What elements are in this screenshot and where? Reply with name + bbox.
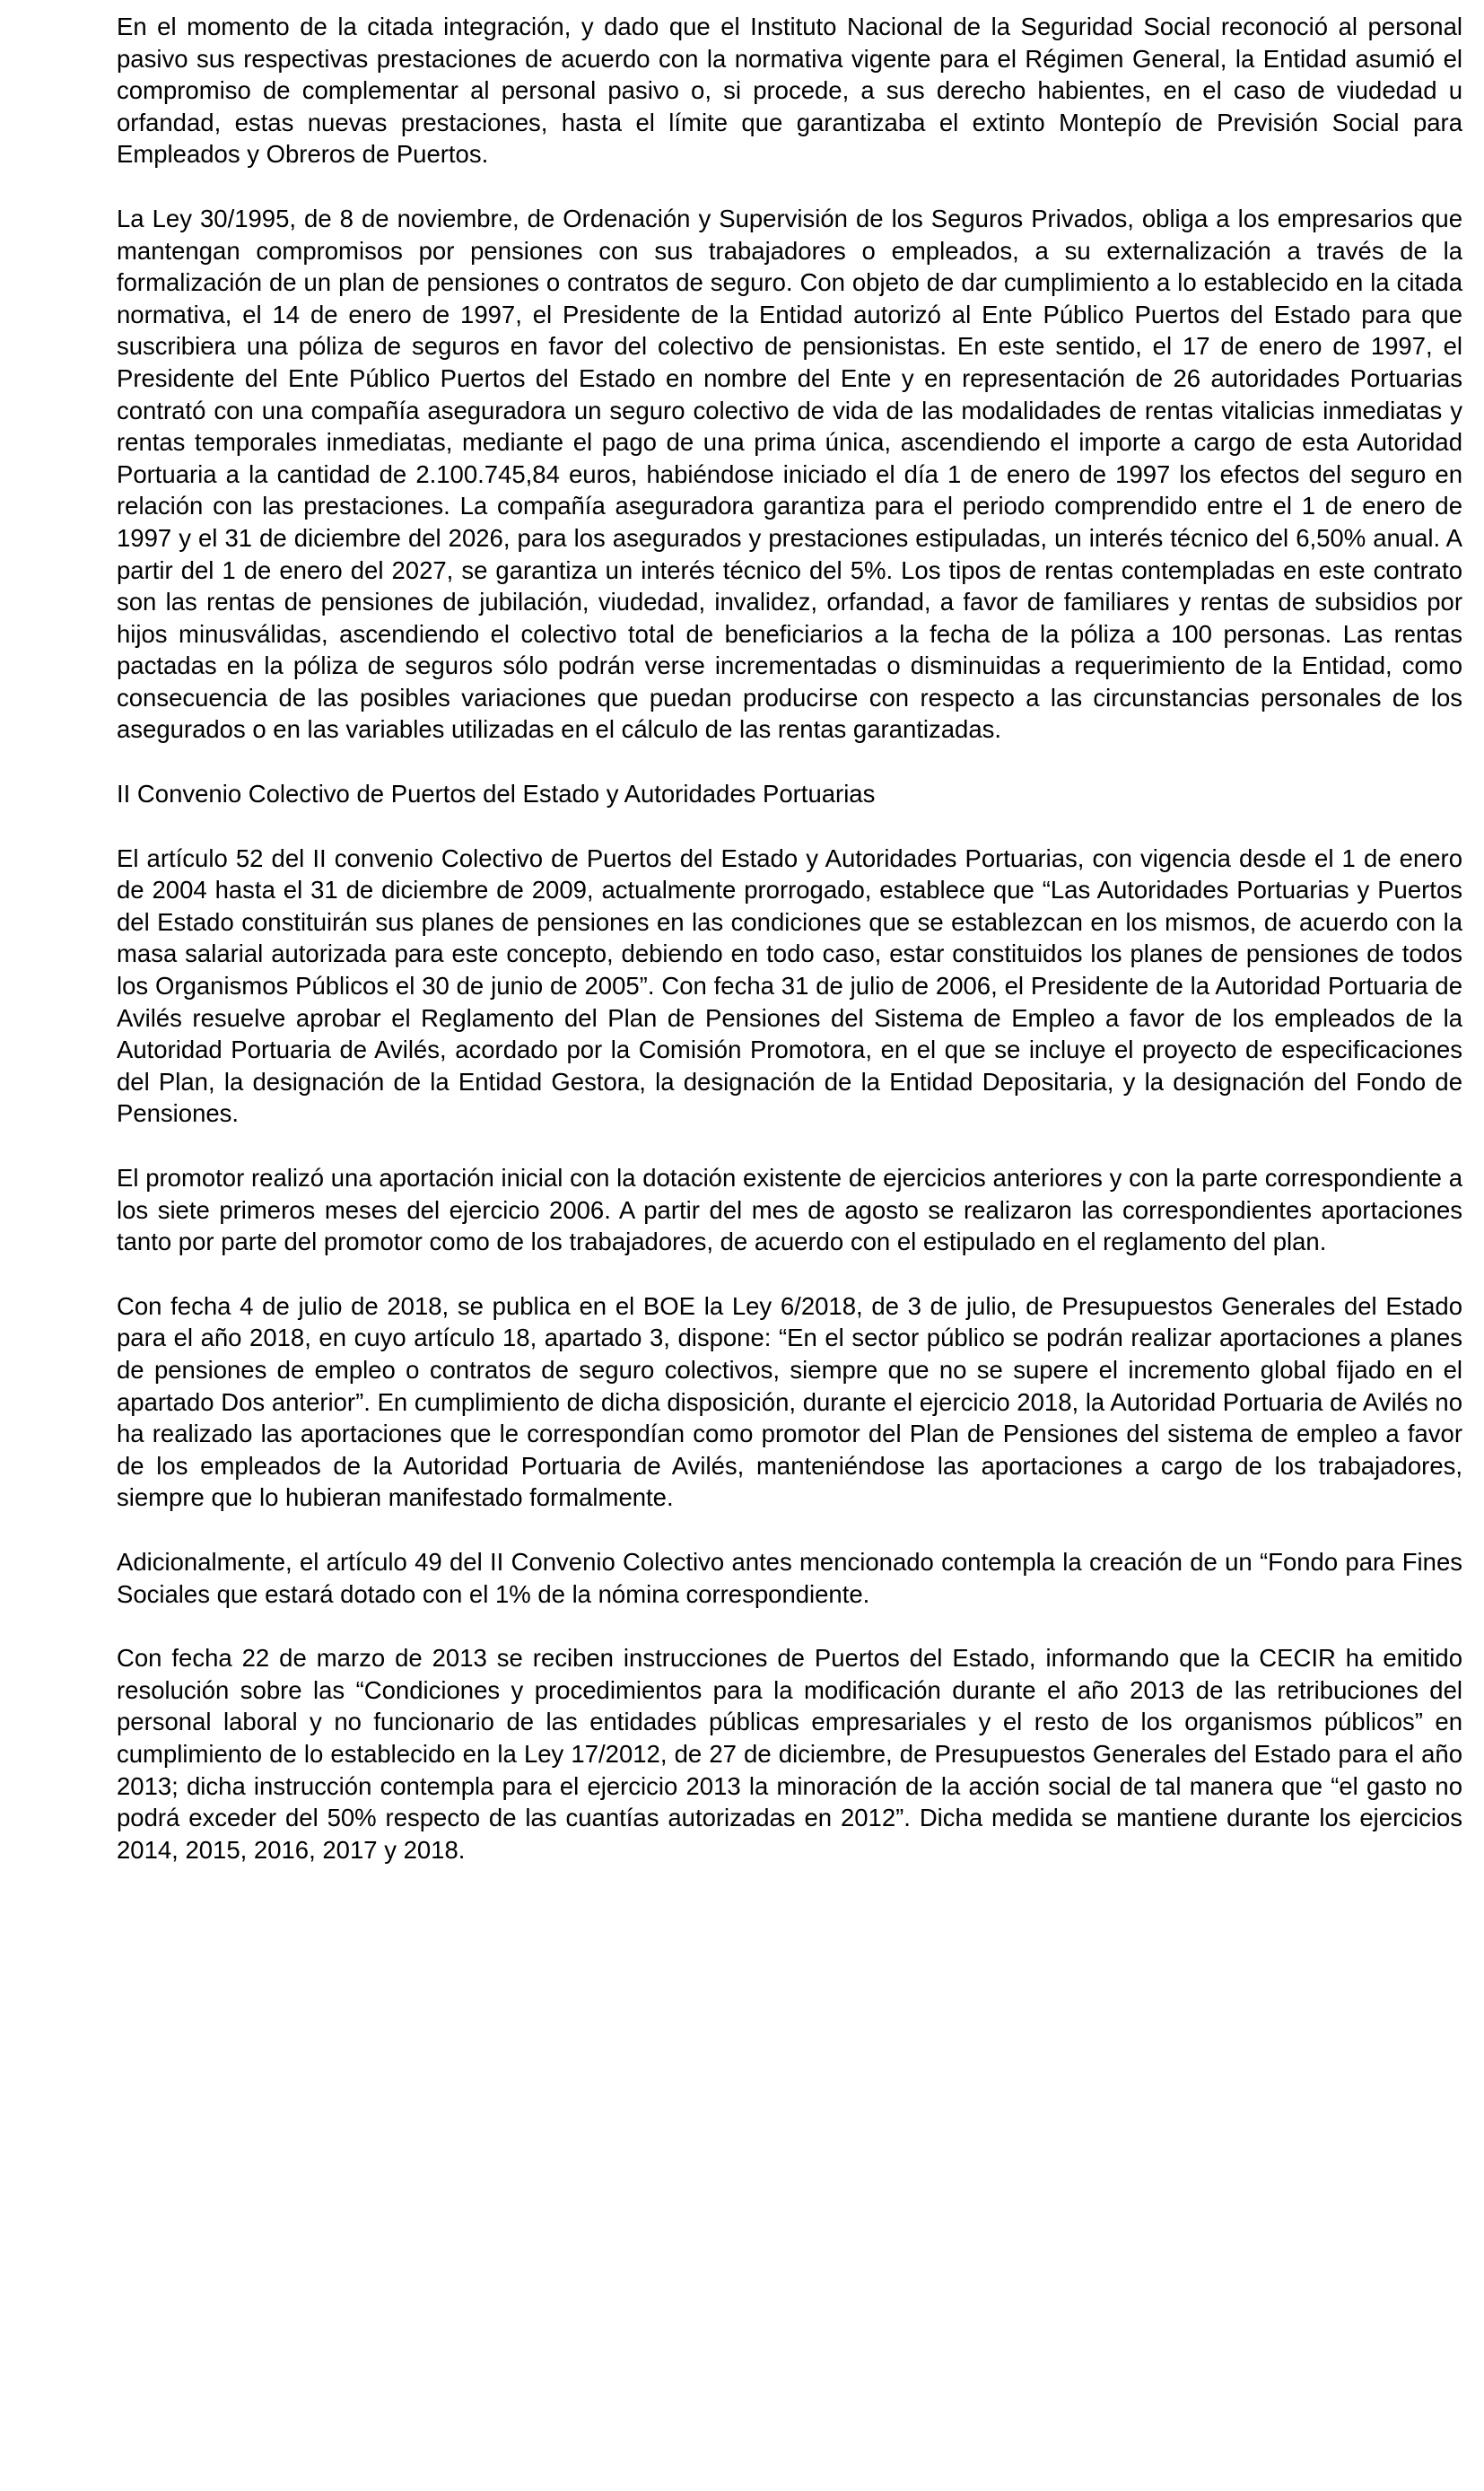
paragraph-cecir: Con fecha 22 de marzo de 2013 se reciben instrucciones de Puertos del Estado, informando que la CECIR ha emitido resolución sobre las “Condiciones y procedimientos para la modificación durante el año 2013 de las retribuciones del personal laboral y no funcionario de las entidades públicas empresariales y el resto de los organismos públicos” en cumplimiento de lo establecido en la Ley 17/2012, de 27 de diciembre, de Presupuestos Generales del Estado para el año 2013; dicha instrucción contempla para el ejercicio 2013 la minoración de la acción social de tal manera que “el gasto no podrá exceder del 50% respecto de las cuantías autorizadas en 2012”. Dicha medida se mantiene durante los ejercicios 2014, 2015, 2016, 2017 y 2018. <box>117 1644 1462 1864</box>
paragraph-articulo-49: Adicionalmente, el artículo 49 del II Convenio Colectivo antes mencionado contempla la creación de un “Fondo para Fines Sociales que estará dotado con el 1% de la nómina correspondiente. <box>117 1547 1462 1608</box>
paragraph-articulo-52: El artículo 52 del II convenio Colectivo de Puertos del Estado y Autoridades Portuarias, con vigencia desde el 1 de enero de 2004 hasta el 31 de diciembre de 2009, actualmente prorrogado, establece que “Las Autoridades Portuarias y Puertos del Estado constituirán sus planes de pensiones en las condiciones que se establezcan en los mismos, de acuerdo con la masa salarial autorizada para este concepto, debiendo en todo caso, estar constituidos los planes de pensiones de todos los Organismos Públicos el 30 de junio de 2005”. Con fecha 31 de julio de 2006, el Presidente de la Autoridad Portuaria de Avilés resuelve aprobar el Reglamento del Plan de Pensiones del Sistema de Empleo a favor de los empleados de la Autoridad Portuaria de Avilés, acordado por la Comisión Promotora, en el que se incluye el proyecto de especificaciones del Plan, la designación de la Entidad Gestora, la designación de la Entidad Depositaria, y la designación del Fondo de Pensiones. <box>117 843 1462 1128</box>
section-heading: II Convenio Colectivo de Puertos del Estado y Autoridades Portuarias <box>117 780 876 808</box>
document-page <box>117 11 1462 1898</box>
paragraph-ley-30-1995: La Ley 30/1995, de 8 de noviembre, de Ordenación y Supervisión de los Seguros Privados, obliga a los empresarios que mantengan compromisos por pensiones con sus trabajadores o empleados, a su externalización a través de la formalización de un plan de pensiones o contratos de seguro. Con objeto de dar cumplimiento a lo establecido en la citada normativa, el 14 de enero de 1997, el Presidente de la Entidad autorizó al Ente Público Puertos del Estado para que suscribiera una póliza de seguros en favor del colectivo de pensionistas. En este sentido, el 17 de enero de 1997, el Presidente del Ente Público Puertos del Estado en nombre del Ente y en representación de 26 autoridades Portuarias contrató con una compañía aseguradora un seguro colectivo de vida de las modalidades de rentas vitalicias inmediatas y rentas temporales inmediatas, mediante el pago de una prima única, ascendiendo el importe a cargo de esta Autoridad Portuaria a la cantidad de 2.100.745,84 euros, habiéndose iniciado el día 1 de enero de 1997 los efectos del seguro en relación con las prestaciones. La compañía aseguradora garantiza para el periodo comprendido entre el 1 de enero de 1997 y el 31 de diciembre del 2026, para los asegurados y prestaciones estipuladas, un interés técnico del 6,50% anual. A partir del 1 de enero del 2027, se garantiza un interés técnico del 5%. Los tipos de rentas contempladas en este contrato son las rentas de pensiones de jubilación, viudedad, invalidez, orfandad, a favor de familiares y rentas de subsidios por hijos minusválidas, ascendiendo el colectivo total de beneficiarios a la fecha de la póliza a 100 personas. Las rentas pactadas en la póliza de seguros sólo podrán verse incrementadas o disminuidas a requerimiento de la Entidad, como consecuencia de las posibles variaciones que puedan producirse con respecto a las circunstancias personales de los asegurados o en las variables utilizadas en el cálculo de las rentas garantizadas. <box>117 204 1462 744</box>
paragraph-integration: En el momento de la citada integración, y dado que el Instituto Nacional de la Seguridad Social reconoció al personal pasivo sus respectivas prestaciones de acuerdo con la normativa vigente para el Régimen General, la Entidad asumió el compromiso de complementar al personal pasivo o, si procede, a sus derecho habientes, en el caso de viudedad u orfandad, estas nuevas prestaciones, hasta el límite que garantizaba el extinto Montepío de Previsión Social para Empleados y Obreros de Puertos. <box>117 13 1462 169</box>
paragraph-promotor: El promotor realizó una aportación inicial con la dotación existente de ejercicios anteriores y con la parte correspondiente a los siete primeros meses del ejercicio 2006. A partir del mes de agosto se realizaron las correspondientes aportaciones tanto por parte del promotor como de los trabajadores, de acuerdo con el estipulado en el reglamento del plan. <box>117 1164 1462 1256</box>
paragraph-ley-6-2018: Con fecha 4 de julio de 2018, se publica en el BOE la Ley 6/2018, de 3 de julio, de Presupuestos Generales del Estado para el año 2018, en cuyo artículo 18, apartado 3, dispone: “En el sector público se podrán realizar aportaciones a planes de pensiones de empleo o contratos de seguro colectivos, siempre que no se supere el incremento global fijado en el apartado Dos anterior”. En cumplimiento de dicha disposición, durante el ejercicio 2018, la Autoridad Portuaria de Avilés no ha realizado las aportaciones que le correspondían como promotor del Plan de Pensiones del sistema de empleo a favor de los empleados de la Autoridad Portuaria de Avilés, manteniéndose las aportaciones a cargo de los trabajadores, siempre que lo hubieran manifestado formalmente. <box>117 1291 1462 1512</box>
